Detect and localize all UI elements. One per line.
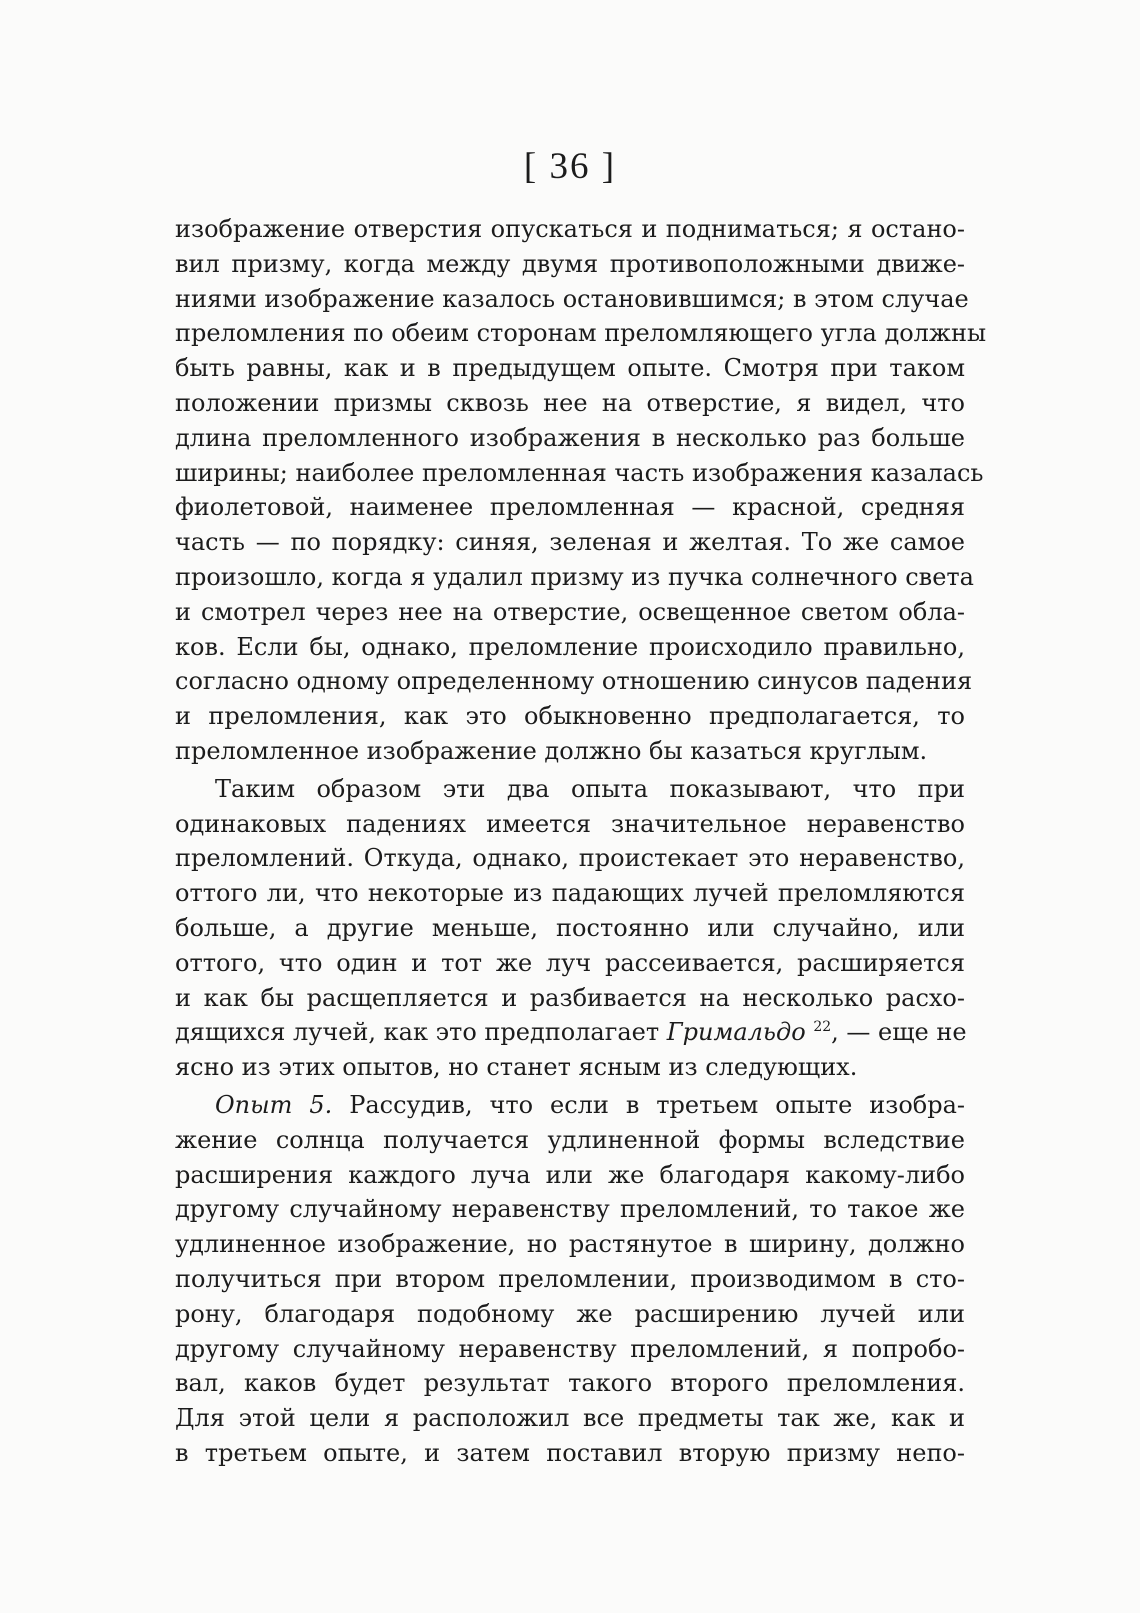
text-line: быть равны, как и в предыдущем опыте. Смотря при таком: [175, 354, 965, 383]
text-line: преломления по обеим сторонам преломляющего угла должны: [175, 319, 987, 348]
text-line: и смотрел через нее на отверстие, освещенное светом обла-: [175, 597, 965, 626]
text-line: положении призмы сквозь нее на отверстие, я видел, что: [175, 388, 965, 417]
text-line: преломленное изображение должно бы казаться круглым.: [175, 736, 928, 765]
text-line-with-heading: [175, 1088, 965, 1123]
text-body: [175, 212, 987, 1471]
text-line: ков. Если бы, однако, преломление происходило правильно,: [175, 632, 965, 661]
text-line: другому случайному неравенству преломлений, то такое же: [175, 1195, 965, 1224]
author-name: Гримальдо: [666, 1018, 806, 1047]
text-line: вил призму, когда между двумя противоположными движе-: [175, 249, 965, 278]
text-line: ясно из этих опытов, но станет ясным из следующих.: [175, 1053, 858, 1082]
line-text: Рассудив, что если в третьем опыте изобра-: [332, 1090, 965, 1119]
text-line: оттого ли, что некоторые из падающих лучей преломляются: [175, 879, 965, 908]
text-line: оттого, что один и тот же луч рассеивается, расширяется: [175, 948, 965, 977]
text-line: ширины; наиболее преломленная часть изображения казалась: [175, 458, 984, 487]
text-line: произошло, когда я удалил призму из пучка солнечного света: [175, 562, 974, 591]
text-line: Таким образом эти два опыта показывают, что при: [215, 774, 965, 803]
text-line: и как бы расщепляется и разбивается на несколько расхо-: [175, 983, 965, 1012]
text-line: жение солнца получается удлиненной формы вследствие: [175, 1125, 965, 1154]
text-line: получиться при втором преломлении, производимом в сто-: [175, 1264, 965, 1293]
text-line: другому случайному неравенству преломлений, я попробо-: [175, 1334, 965, 1363]
text-line: рону, благодаря подобному же расширению лучей или: [175, 1299, 965, 1328]
text-line: изображение отверстия опускаться и подниматься; я остано-: [175, 215, 965, 243]
experiment-label: Опыт 5.: [215, 1090, 333, 1119]
text-line: расширения каждого луча или же благодаря какому-либо: [175, 1160, 965, 1189]
paragraph-1: [175, 212, 987, 769]
text-line: вал, каков будет результат такого второго преломления.: [175, 1369, 965, 1398]
line-text: , — еще не: [831, 1018, 967, 1047]
line-text: дящихся лучей, как это предполагает: [175, 1018, 667, 1047]
text-line: больше, а другие меньше, постоянно или случайно, или: [175, 913, 965, 942]
paragraph-3: [175, 1088, 965, 1471]
text-line: удлиненное изображение, но растянутое в ширину, должно: [175, 1230, 965, 1259]
page-number: [ 36 ]: [523, 146, 617, 187]
text-line: фиолетовой, наименее преломленная — красной, средняя: [175, 493, 965, 522]
text-line: преломлений. Откуда, однако, проистекает это неравенство,: [175, 844, 965, 873]
text-line: и преломления, как это обыкновенно предполагается, то: [175, 702, 965, 731]
text-line: в третьем опыте, и затем поставил вторую призму непо-: [175, 1438, 965, 1467]
footnote-marker[interactable]: 22: [813, 1019, 832, 1036]
text-line: одинаковых падениях имеется значительное неравенство: [175, 809, 965, 838]
text-line: согласно одному определенному отношению синусов падения: [175, 667, 973, 696]
text-line-with-footnote: [175, 1015, 965, 1050]
text-line: Для этой цели я расположил все предметы так же, как и: [175, 1404, 965, 1433]
text-line: длина преломленного изображения в несколько раз больше: [175, 423, 965, 452]
text-line: часть — по порядку: синяя, зеленая и желтая. То же самое: [175, 528, 965, 557]
text-line: ниями изображение казалось остановившимся; в этом случае: [175, 284, 969, 313]
paragraph-2: [175, 772, 965, 1085]
